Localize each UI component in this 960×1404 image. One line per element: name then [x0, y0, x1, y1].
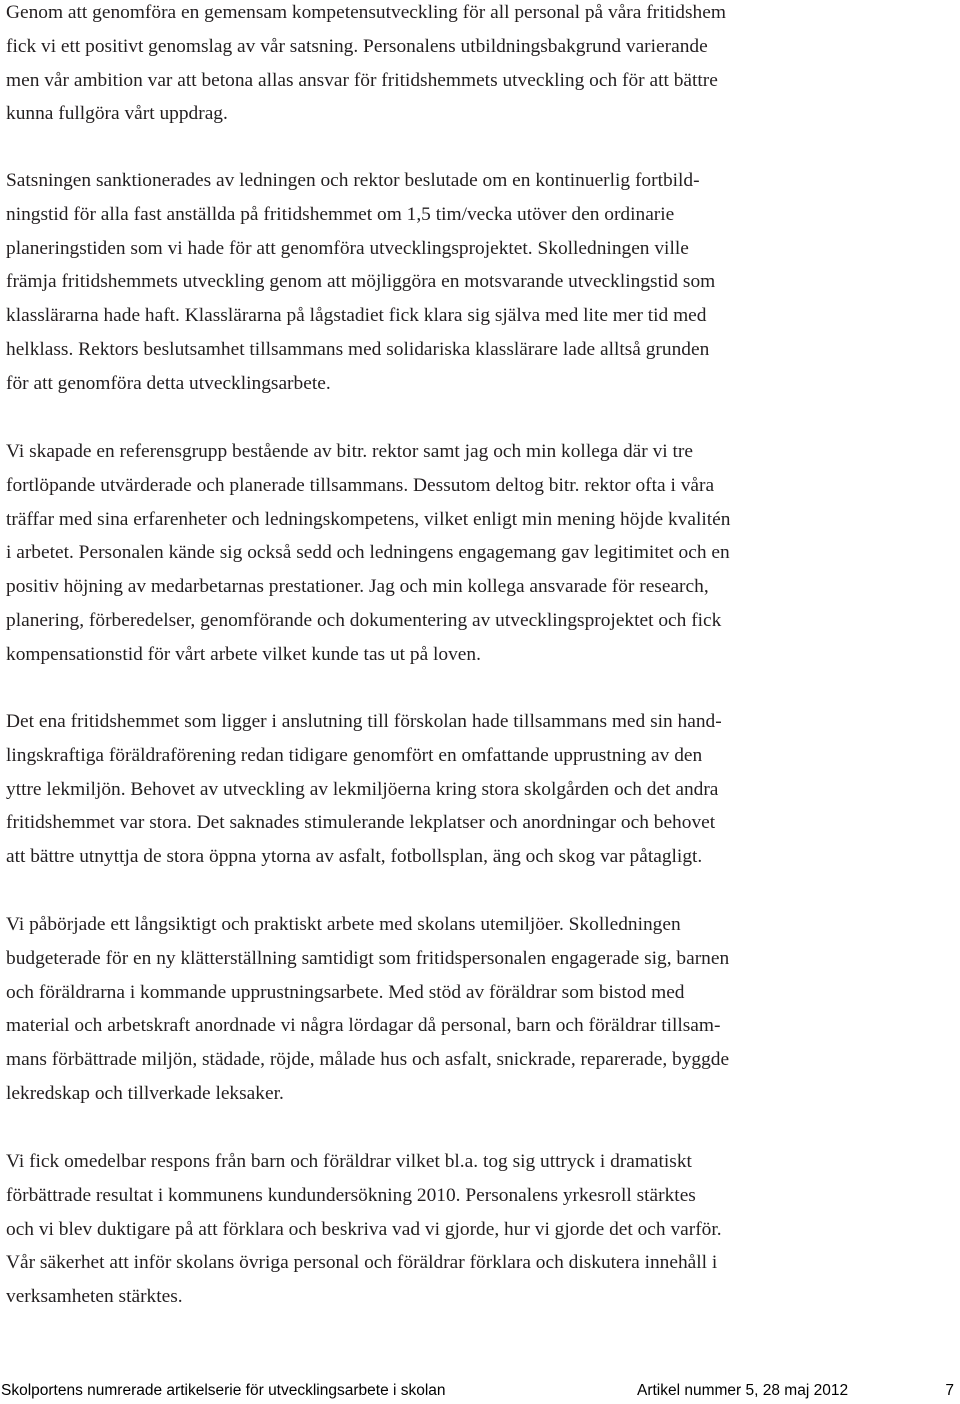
paragraph-6	[6, 1145, 722, 1314]
text-line: Vår säkerhet att inför skolans övriga personal och föräldrar förklara och diskutera innehåll i	[6, 1252, 718, 1274]
text-line: mans förbättrade miljön, städade, röjde, målade hus och asfalt, snickrade, reparerade, byggde	[6, 1049, 730, 1071]
text-line: fortlöpande utvärderade och planerade tillsammans. Dessutom deltog bitr. rektor ofta i våra	[6, 474, 715, 496]
text-line: yttre lekmiljön. Behovet av utveckling av lekmiljöerna kring stora skolgården och det andra	[6, 778, 719, 800]
text-line: Vi fick omedelbar respons från barn och föräldrar vilket bl.a. tog sig uttryck i dramatiskt	[6, 1151, 692, 1172]
page-footer	[0, 1381, 960, 1401]
text-line: och vi blev duktigare på att förklara och beskriva vad vi gjorde, hur vi gjorde det och varför.	[6, 1218, 722, 1240]
paragraph-5	[6, 908, 729, 1111]
text-line: planering, förberedelser, genomförande och dokumentering av utvecklingsprojektet och fick	[6, 609, 722, 631]
text-line: främja fritidshemmets utveckling genom att möjliggöra en motsvarande utvecklingstid som	[6, 271, 716, 293]
text-line: träffar med sina erfarenheter och ledningskompetens, vilket enligt min mening höjde kvalitén	[6, 508, 731, 530]
text-line: att bättre utnyttja de stora öppna ytorna av asfalt, fotbollsplan, äng och skog var påtagligt.	[6, 846, 703, 868]
text-line: budgeterade för en ny klätterställning samtidigt som fritidspersonalen engagerade sig, barnen	[6, 947, 730, 969]
text-line: för att genomföra detta utvecklingsarbete.	[6, 372, 331, 394]
text-line: klasslärarna hade haft. Klasslärarna på lågstadiet fick klara sig själva med lite mer tid med	[6, 305, 707, 327]
text-line: fick vi ett positivt genomslag av vår satsning. Personalens utbildningsbakgrund varierande	[6, 35, 708, 57]
text-line: lekredskap och tillverkade leksaker.	[6, 1082, 284, 1104]
text-line: helklass. Rektors beslutsamhet tillsammans med solidariska klasslärare lade alltså grunden	[6, 338, 710, 360]
text-line: fritidshemmet var stora. Det saknades stimulerande lekplatser och anordningar och behovet	[6, 812, 716, 834]
paragraph-4	[6, 705, 722, 874]
text-line: verksamheten stärktes.	[6, 1286, 183, 1308]
paragraph-3	[6, 435, 730, 672]
text-line: Genom att genomföra en gemensam kompetensutveckling för all personal på våra fritidshem	[6, 2, 726, 23]
paragraph-1	[6, 0, 726, 131]
footer-series-title: Skolportens numrerade artikelserie för utvecklingsarbete i skolan	[1, 1382, 446, 1399]
footer-article-number: Artikel nummer 5, 28 maj 2012	[637, 1382, 849, 1399]
text-line: men vår ambition var att betona allas ansvar för fritidshemmets utveckling och för att bättre	[6, 69, 718, 91]
text-line: lingskraftiga föräldraförening redan tidigare genomfört en omfattande upprustning av den	[6, 744, 703, 766]
text-line: planeringstiden som vi hade för att genomföra utvecklingsprojektet. Skolledningen ville	[6, 237, 689, 259]
text-line: i arbetet. Personalen kände sig också sedd och ledningens engagemang gav legitimitet och en	[6, 542, 730, 564]
text-line: och föräldrarna i kommande upprustningsarbete. Med stöd av föräldrar som bistod med	[6, 981, 685, 1003]
paragraph-2	[6, 164, 715, 401]
text-line: material och arbetskraft anordnade vi några lördagar då personal, barn och föräldrar tillsam-	[6, 1015, 721, 1037]
page-number: 7	[945, 1382, 954, 1399]
text-line: kunna fullgöra vårt uppdrag.	[6, 103, 228, 125]
text-line: Vi skapade en referensgrupp bestående av bitr. rektor samt jag och min kollega där vi tre	[6, 441, 693, 462]
text-line: ningstid för alla fast anställda på fritidshemmet om 1,5 tim/vecka utöver den ordinarie	[6, 203, 675, 225]
text-line: Vi påbörjade ett långsiktigt och praktiskt arbete med skolans utemiljöer. Skolledningen	[6, 914, 681, 935]
text-line: Satsningen sanktionerades av ledningen och rektor beslutade om en kontinuerlig fortbild-	[6, 170, 700, 191]
text-line: kompensationstid för vårt arbete vilket kunde tas ut på loven.	[6, 643, 481, 665]
text-line: förbättrade resultat i kommunens kundundersökning 2010. Personalens yrkesroll stärktes	[6, 1184, 696, 1206]
text-line: positiv höjning av medarbetarnas prestationer. Jag och min kollega ansvarade för research,	[6, 576, 709, 598]
text-line: Det ena fritidshemmet som ligger i anslutning till förskolan hade tillsammans med sin hand-	[6, 711, 722, 732]
